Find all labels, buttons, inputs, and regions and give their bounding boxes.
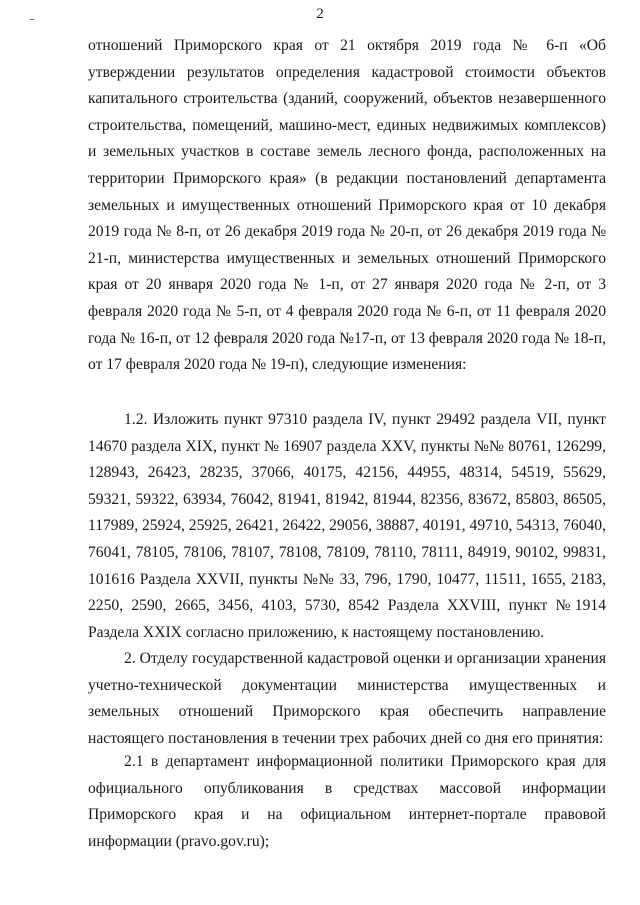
paragraph-text: 1.2. Изложить пункт 97310 раздела IV, пункт 29492 раздела VII, пункт 14670 раздела XIX, пункт № 16907 раздела XXV, пункты №№ 80761, 126299, 128943, 26423, 28235, 37066, 40175, 42156, 44955, 48314, 54519, 55629, 59321, 59322, 63934, 76042, 81941, 81942, 81944, 82356, 83672, 85803, 86505, 117989, 25924, 25925, 26421, 26422, 29056, 38887, 40191, 49710, 54313, 76040, 76041, 78105, 78106, 78107, 78108, 78109, 78110, 78111, 84919, 90102, 99831, 101616 Раздела XXVII, пункты №№ 33, 796, 1790, 10477, 11511, 1655, 2183, 2250, 2590, 2665, 3456, 4103, 5730, 8542 Раздела XXVIII, пункт №1914 Раздела XXIX согласно приложению, к настоящему постановлению.	[88, 411, 606, 641]
paragraph-item-2-1	[88, 749, 606, 855]
page-number: 2	[316, 6, 324, 22]
paragraph-item-2	[88, 646, 606, 752]
paragraph-item-1-2	[88, 407, 606, 646]
paragraph-text: отношений Приморского края от 21 октября 2019 года № 6-п «Об утверждении результатов определения кадастровой стоимости объектов капитального строительства (зданий, сооружений, объектов незавершенного строительства, помещений, машино-мест, единых недвижимых комплексов) и земельных участков в составе земель лесного фонда, расположенных на территории Приморского края» (в редакции постановлений департамента земельных и имущественных отношений Приморского края от 10 декабря 2019 года № 8-п, от 26 декабря 2019 года № 20-п, от 26 декабря 2019 года № 21-п, министерства имущественных и земельных отношений Приморского края от 20 января 2020 года № 1-п, от 27 января 2020 года № 2-п, от 3 февраля 2020 года № 5-п, от 4 февраля 2020 года № 6-п, от 11 февраля 2020 года № 16-п, от 12 февраля 2020 года №17-п, от 13 февраля 2020 года № 18-п, от 17 февраля 2020 года № 19-п), следующие изменения:	[88, 37, 606, 374]
paragraph-text: 2.1 в департамент информационной политики Приморского края для официального опубликования в средствах массовой информации Приморского края и на официальном интернет-портале правовой информации (pravo.gov.ru);	[88, 753, 606, 850]
paragraph-text: 2. Отделу государственной кадастровой оценки и организации хранения учетно-технической документации министерства имущественных и земельных отношений Приморского края обеспечить направление настоящего постановления в течении трех рабочих дней со дня его принятия:	[88, 650, 606, 747]
paragraph-continuation	[88, 33, 606, 379]
